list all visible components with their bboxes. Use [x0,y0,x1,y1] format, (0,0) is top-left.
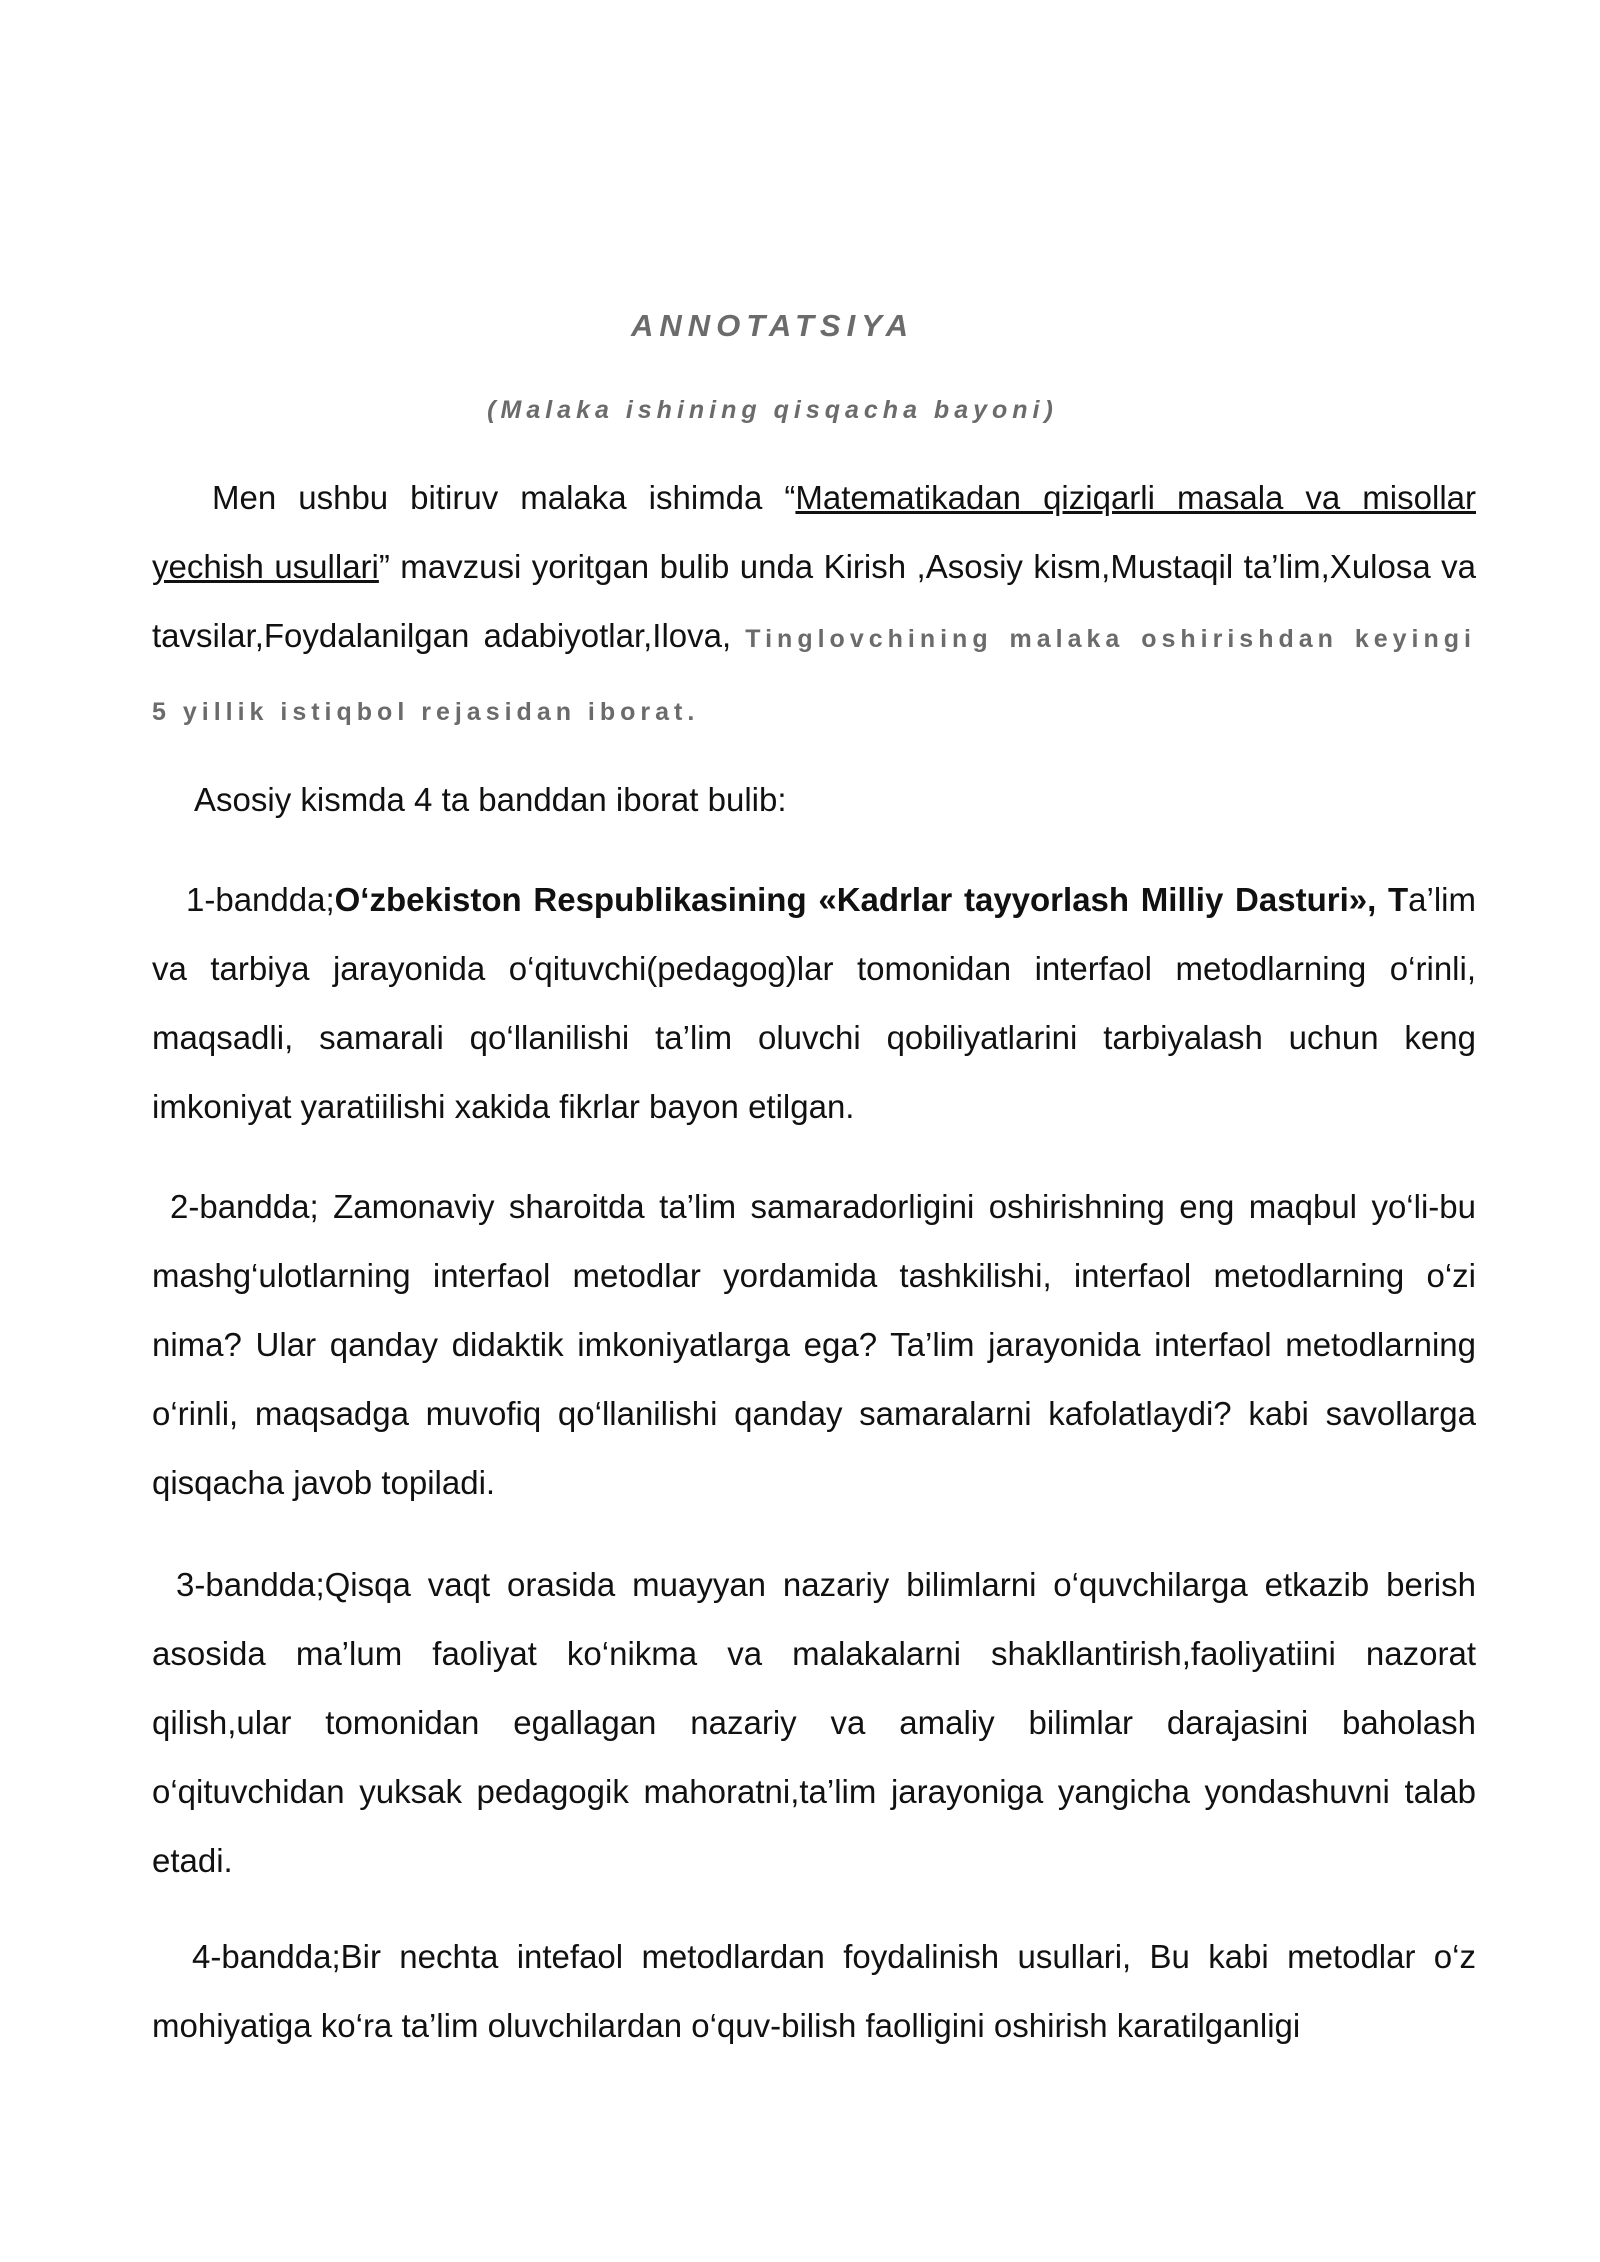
intro-paragraph [152,463,1476,747]
section-1-bold: O‘zbekiston Respublikasining «Kadrlar tayyorlash Milliy Dasturi», T [334,881,1409,918]
intro-spaced-text: Tinglovchining malaka oshirishdan keyingi 5 yillik istiqbol rejasidan iborat. [152,625,1476,726]
intro-rest: ” mavzusi yoritgan bulib unda Kirish ,Asosiy kism,Mustaqil ta’lim,Xulosa va tavsilar,Foydalanilgan adabiyotlar,Ilova, [152,548,1476,654]
page-subtitle: (Malaka ishining qisqacha bayoni) [487,396,1058,424]
page-title: ANNOTATSIYA [631,308,914,343]
topic-title: Matematikadan qiziqarli masala va misollar yechish usullari [152,479,1476,585]
section-1-lead: 1-bandda; [186,881,335,918]
section-2-paragraph: 2-bandda; Zamonaviy sharoitda ta’lim samaradorligini oshirishning eng maqbul yo‘li-bu mashg‘ulotlarning interfaol metodlar yordamida tashkilishi, interfaol metodlarning o‘zi nima? Ular qanday didaktik imkoniyatlarga ega? Ta’lim jarayonida interfaol metodlarning o‘rinli, maqsadga muvofiq qo‘llanilishi qanday samaralarni kafolatlaydi? kabi savollarga qisqacha javob topiladi. [152,1188,1476,1501]
section-1-paragraph [152,865,1476,1141]
main-part-intro: Asosiy kismda 4 ta banddan iborat bulib: [194,781,787,818]
section-1-rest: a’lim va tarbiya jarayonida o‘qituvchi(pedagog)lar tomonidan interfaol metodlarning o‘rinli, maqsadli, samarali qo‘llanilishi ta’lim oluvchi qobiliyatlarini tarbiyalash uchun keng imkoniyat yaratiilishi xakida fikrlar bayon etilgan. [152,881,1476,1125]
intro-lead: Men ushbu bitiruv malaka ishimda “ [212,479,796,516]
section-3-paragraph: 3-bandda;Qisqa vaqt orasida muayyan nazariy bilimlarni o‘quvchilarga etkazib berish asosida ma’lum faoliyat ko‘nikma va malakalarni shakllantirish,faoliyatiini nazorat qilish,ular tomonidan egallagan nazariy va amaliy bilimlar darajasini baholash o‘qituvchidan yuksak pedagogik mahoratni,ta’lim jarayoniga yangicha yondashuvni talab etadi. [152,1566,1476,1879]
section-4-paragraph: 4-bandda;Bir nechta intefaol metodlardan foydalinish usullari, Bu kabi metodlar o‘z mohiyatiga ko‘ra ta’lim oluvchilardan o‘quv-bilish faolligini oshirish karatilganligi [152,1938,1476,2044]
